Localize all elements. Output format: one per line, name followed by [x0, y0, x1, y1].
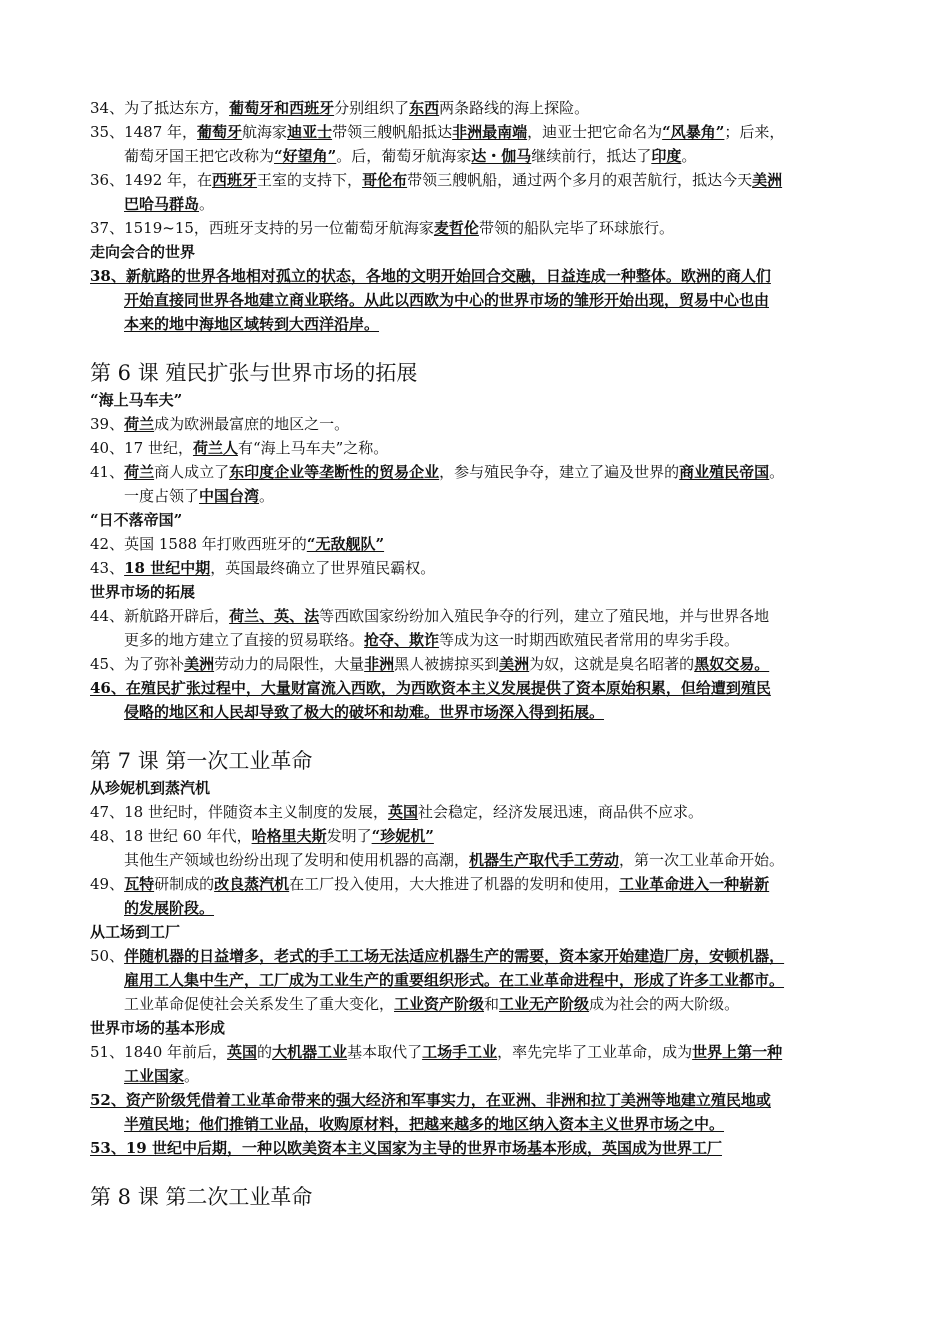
list-item-5-0-line-1: 51、1840 年前后，英国的大机器工业基本取代了工场手工业，率先完毕了工业革命，成为世界上第一种: [90, 1043, 783, 1061]
document-page: [0, 96, 950, 1212]
list-item-1-1-line-1: 43、18 世纪中期，英国最终确立了世界殖民霸权。: [90, 559, 436, 577]
item-i35-line-1: 35、1487 年，葡萄牙航海家迪亚士带领三艘帆船抵达非洲最南端，迪亚士把它命名为“风暴角”；后来，: [90, 123, 785, 141]
subheading-meet: 走向会合的世界: [90, 243, 196, 261]
item-38-line-2: 开始直接同世界各地建立商业联络。从此以西欧为中心的世界市场的雏形开始出现，贸易中心也由: [124, 291, 770, 309]
item-38-line-3: 本来的地中海地区域转到大西洋沿岸。: [124, 315, 380, 333]
subheading-world-market: 世界市场的基本形成: [90, 1019, 226, 1037]
subheading-empire: “日不落帝国”: [90, 511, 183, 529]
item-i35-line-2: 葡萄牙国王把它改称为“好望角”。后，葡萄牙航海家达・伽马继续前行，抵达了印度。: [124, 147, 697, 165]
list-item-0-2-line-2: 一度占领了中国台湾。: [124, 487, 275, 505]
list-item-4-0-line-1: 50、伴随机器的日益增多，老式的手工工场无法适应机器生产的需要，资本家开始建造厂房，安顿机器，: [90, 947, 785, 965]
section-factory: [0, 944, 950, 1016]
list-item-2-1-line-1: 45、为了弥补美洲劳动力的局限性，大量非洲黑人被掳掠买到美洲为奴，这就是臭名昭著的黑奴交易。: [90, 655, 770, 673]
lesson-6-title: 第 6 课 殖民扩张与世界市场的拓展: [90, 361, 418, 385]
section-new-routes: [0, 96, 950, 240]
list-item-0-2-line-1: 41、荷兰商人成立了东印度企业等垄断性的贸易企业，参与殖民争夺，建立了遍及世界的商业殖民帝国。: [90, 463, 785, 481]
list-item-5-0-line-2: 工业国家。: [124, 1067, 200, 1085]
subheading-factory: 从工场到工厂: [90, 923, 181, 941]
section-world-market: [0, 1040, 950, 1160]
section-british: [0, 532, 950, 580]
item-i34-line-1: 34、为了抵达东方，葡萄牙和西班牙分别组织了东西两条路线的海上探险。: [90, 99, 590, 117]
section-market-expansion: [0, 604, 950, 724]
list-item-0-1-line-1: 40、17 世纪，荷兰人有“海上马车夫”之称。: [90, 439, 389, 457]
list-item-5-2-line-1: 53、19 世纪中后期，一种以欧美资本主义国家为主导的世界市场基本形成，英国成为世界工厂: [90, 1139, 722, 1157]
item-i36-line-2: 巴哈马群岛。: [124, 195, 215, 213]
item-i37-line-1: 37、1519~15，西班牙支持的另一位葡萄牙航海家麦哲伦带领的船队完毕了环球旅行。: [90, 219, 674, 237]
list-item-2-0-line-1: 44、新航路开辟后，荷兰、英、法等西欧国家纷纷加入殖民争夺的行列，建立了殖民地，并与世界各地: [90, 607, 770, 625]
section-jenny: [0, 800, 950, 920]
list-item-3-1-line-2: 其他生产领域也纷纷出现了发明和使用机器的高潮，机器生产取代手工劳动，第一次工业革命开始。: [124, 851, 785, 869]
list-item-3-0-line-1: 47、18 世纪时，伴随资本主义制度的发展，英国社会稳定，经济发展迅速，商品供不应求。: [90, 803, 703, 821]
list-item-4-0-line-3: 工业革命促使社会关系发生了重大变化，工业资产阶级和工业无产阶级成为社会的两大阶级。: [124, 995, 740, 1013]
subheading-market: 世界市场的拓展: [90, 583, 196, 601]
item-i36-line-1: 36、1492 年，在西班牙王室的支持下，哥伦布带领三艘帆船，通过两个多月的艰苦航行，抵达今天美洲: [90, 171, 783, 189]
list-item-3-1-line-1: 48、18 世纪 60 年代，哈格里夫斯发明了“珍妮机”: [90, 827, 434, 845]
subheading-sea-carrier: “海上马车夫”: [90, 391, 183, 409]
list-item-3-2-line-2: 的发展阶段。: [124, 899, 215, 917]
list-item-5-1-line-1: 52、资产阶级凭借着工业革命带来的强大经济和军事实力，在亚洲、非洲和拉丁美洲等地建立殖民地或: [90, 1091, 771, 1109]
section-dutch: [0, 412, 950, 508]
lesson-8-title: 第 8 课 第二次工业革命: [90, 1185, 313, 1209]
list-item-1-0-line-1: 42、英国 1588 年打败西班牙的“无敌舰队”: [90, 535, 385, 553]
list-item-2-2-line-1: 46、在殖民扩张过程中，大量财富流入西欧，为西欧资本主义发展提供了资本原始积累，但给遭到殖民: [90, 679, 771, 697]
list-item-4-0-line-2: 雇用工人集中生产，工厂成为工业生产的重要组织形式。在工业革命进程中，形成了许多工业都市。: [124, 971, 785, 989]
item-38-line-1: 38、新航路的世界各地相对孤立的状态，各地的文明开始回合交融，日益连成一种整体。欧洲的商人们: [90, 267, 771, 285]
list-item-0-0-line-1: 39、荷兰成为欧洲最富庶的地区之一。: [90, 415, 350, 433]
lesson-7-title: 第 7 课 第一次工业革命: [90, 749, 313, 773]
list-item-2-2-line-2: 侵略的地区和人民却导致了极大的破坏和劫难。世界市场深入得到拓展。: [124, 703, 605, 721]
list-item-3-2-line-1: 49、瓦特研制成的改良蒸汽机在工厂投入使用，大大推进了机器的发明和使用，工业革命进入一种崭新: [90, 875, 770, 893]
list-item-2-0-line-2: 更多的地方建立了直接的贸易联络。抢夺、欺诈等成为这一时期西欧殖民者常用的卑劣手段。: [124, 631, 740, 649]
subheading-jenny: 从珍妮机到蒸汽机: [90, 779, 211, 797]
list-item-5-1-line-2: 半殖民地；他们推销工业品，收购原材料，把越来越多的地区纳入资本主义世界市场之中。: [124, 1115, 725, 1133]
